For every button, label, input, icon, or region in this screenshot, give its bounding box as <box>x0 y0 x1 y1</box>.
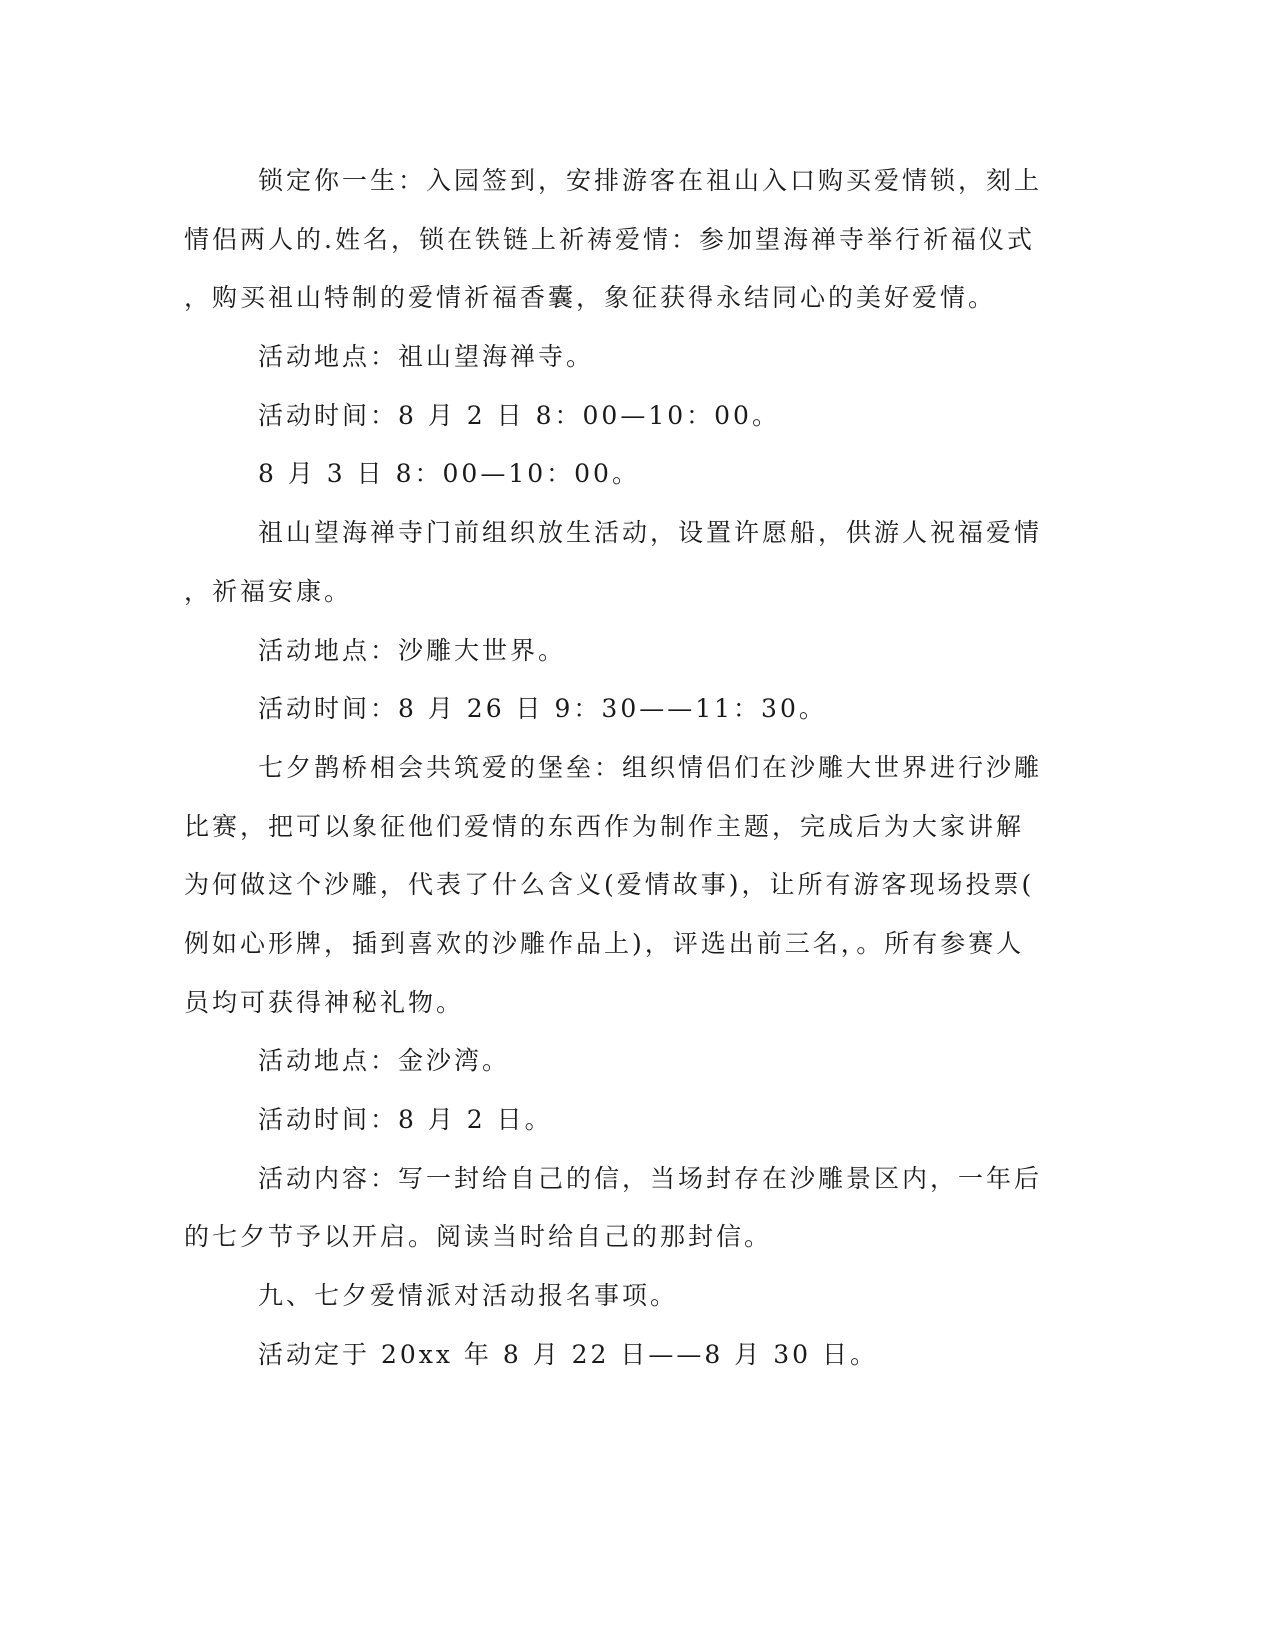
paragraph-line: 情侣两人的.姓名，锁在铁链上祈祷爱情：参加望海禅寺举行祈福仪式 <box>184 225 1035 254</box>
paragraph-line: 活动时间：8 月 2 日 8：00—10：00。 <box>258 401 780 430</box>
paragraph-line: 例如心形牌，插到喜欢的沙雕作品上)，评选出前三名，。所有参赛人 <box>184 929 1025 958</box>
paragraph-line: 活动内容：写一封给自己的信，当场封存在沙雕景区内，一年后 <box>258 1164 1043 1193</box>
paragraph-line: 活动地点：沙雕大世界。 <box>258 636 567 665</box>
paragraph-line: 的七夕节予以开启。阅读当时给自己的那封信。 <box>184 1222 773 1251</box>
paragraph-line: 活动地点：金沙湾。 <box>258 1046 511 1075</box>
paragraph-line: 锁定你一生：入园签到，安排游客在祖山入口购买爱情锁，刻上 <box>258 166 1043 195</box>
paragraph-line: ，购买祖山特制的爱情祈福香囊，象征获得永结同心的美好爱情。 <box>184 283 997 312</box>
paragraph-line: 为何做这个沙雕，代表了什么含义(爱情故事)，让所有游客现场投票( <box>184 870 1035 899</box>
paragraph-line: 员均可获得神秘礼物。 <box>184 988 465 1017</box>
paragraph-line: 九、七夕爱情派对活动报名事项。 <box>258 1281 679 1310</box>
paragraph-line: 活动时间：8 月 2 日。 <box>258 1105 553 1134</box>
paragraph-line: 祖山望海禅寺门前组织放生活动，设置许愿船，供游人祝福爱情 <box>258 518 1043 547</box>
paragraph-line: 活动地点：祖山望海禅寺。 <box>258 342 595 371</box>
paragraph-line: 8 月 3 日 8：00—10：00。 <box>258 459 640 488</box>
paragraph-line: 七夕鹊桥相会共筑爱的堡垒：组织情侣们在沙雕大世界进行沙雕 <box>258 753 1043 782</box>
paragraph-line: ，祈福安康。 <box>184 577 353 606</box>
paragraph-line: 比赛，把可以象征他们爱情的东西作为制作主题，完成后为大家讲解 <box>184 812 1025 841</box>
paragraph-line: 活动定于 20xx 年 8 月 22 日——8 月 30 日。 <box>258 1340 878 1369</box>
paragraph-line: 活动时间：8 月 26 日 9：30——11：30。 <box>258 694 827 723</box>
